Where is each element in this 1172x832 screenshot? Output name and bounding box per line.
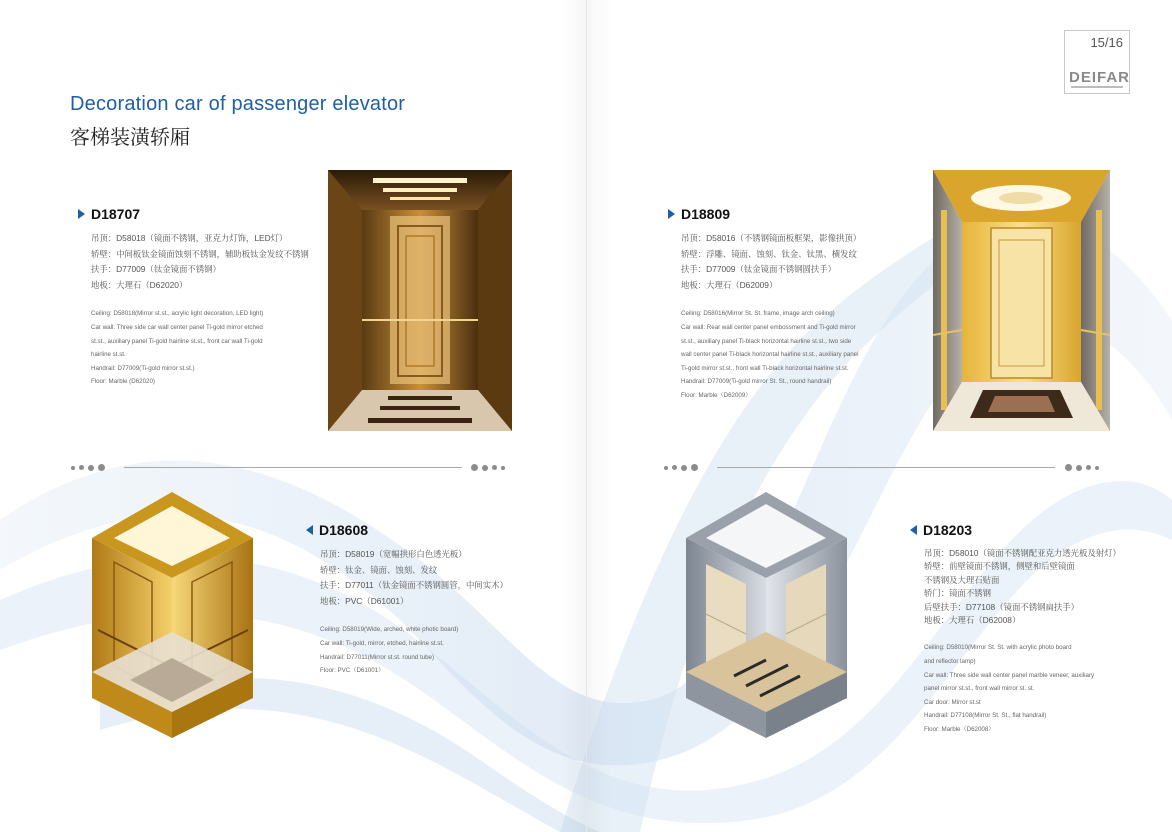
dot: [88, 465, 94, 471]
spec-en-line: Car wall: Ti-gold, mirror, etched, hairline st.st.: [320, 639, 444, 647]
product-block-d18707: [78, 206, 309, 389]
product-code: D18809: [681, 206, 731, 222]
spec-en-line: Car door: Mirror st.st: [924, 698, 981, 706]
spec-cn-line: 地板：PVC（D61001）: [320, 595, 409, 606]
product-block-d18809: [668, 206, 861, 403]
divider-line-left: [124, 467, 462, 468]
dot: [471, 464, 478, 471]
spec-en-line: st.st., auxiliary panel Ti-black horizontal hairline st.st., two side: [681, 337, 852, 345]
spec-en-line: Handrail: D77009(Ti-gold mirror st.st.): [91, 364, 195, 372]
spec-cn-line: 扶手：D77009（钛金镜面不锈钢圆扶手）: [681, 264, 836, 275]
spec-en-line: Floor: Marble（D62008）: [924, 726, 995, 733]
spec-en-line: Handrail: D77011(Mirror st.st. round tube): [320, 653, 435, 661]
product-code-heading: [306, 522, 508, 538]
spec-en: [681, 307, 861, 402]
spec-en-line: Floor: PVC（D61001）: [320, 667, 385, 675]
product-code-heading: [668, 206, 861, 222]
spec-en-line: wall center panel Ti-black horizontal hairline st.st., auxiliary panel: [681, 351, 859, 359]
spec-cn-line: 吊顶：D58016（不锈钢镜面板框架，影像拱顶）: [681, 233, 862, 243]
spec-en-line: Car wall: Three side wall center panel marble veneer, auxiliary: [924, 671, 1095, 679]
spec-en: [924, 641, 1121, 736]
spec-en-line: Car wall: Three side car wall center panel Ti-gold mirror etched: [91, 323, 263, 331]
spec-cn-line: 不锈钢及大理石贴面: [924, 574, 1000, 585]
spec-en-line: hairline st.st.: [91, 351, 126, 359]
page-number-box: [1064, 30, 1130, 94]
dot: [482, 465, 488, 471]
spec-en-line: panel mirror st.st., front wall mirror st. st.: [924, 685, 1035, 693]
dot: [1086, 465, 1091, 470]
spec-cn-line: 轿壁：钛金、镜面、蚀刻、发纹: [320, 564, 438, 575]
spec-cn: [320, 547, 508, 609]
spec-en-line: st.st., auxiliary panel Ti-gold hairline st.st., front car wall Ti-gold: [91, 337, 263, 345]
spec-cn-line: 地板：大理石（D62009）: [681, 279, 778, 290]
brand-logo-underline: [1071, 86, 1123, 88]
divider-line-right: [717, 467, 1055, 468]
spec-cn-line: 地板：大理石（D62008）: [924, 615, 1021, 626]
divider-dots-right-end: [1065, 464, 1099, 471]
divider-dots-right: [664, 464, 698, 471]
dot: [1076, 465, 1082, 471]
spec-en-line: and reflector lamp): [924, 658, 976, 666]
divider-dots-left-end: [471, 464, 505, 471]
spec-cn-line: 扶手：D77009（钛金镜面不锈钢）: [91, 264, 221, 275]
dot: [98, 464, 105, 471]
page-number: 15/16: [1090, 35, 1123, 50]
spec-en-line: Ceiling: D58010(Mirror St. St. with acrylic photo board: [924, 644, 1072, 652]
spec-en-line: Ceiling: D58018(Mirror st.st., acrylic light decoration, LED light): [91, 310, 264, 318]
spec-cn: [681, 231, 861, 293]
product-code: D18707: [91, 206, 141, 222]
elevator-photo-d18707: [328, 170, 512, 431]
dot: [492, 465, 497, 470]
spec-en-line: Handrail: D77009(Ti-gold mirror St. St., round handrail): [681, 378, 832, 386]
page-title-cn: 客梯装潢轿厢: [70, 127, 190, 149]
spec-cn-line: 轿门：镜面不锈钢: [924, 588, 991, 599]
triangle-left-icon: [306, 525, 313, 535]
spec-cn-line: 地板：大理石（D62020）: [91, 279, 188, 290]
product-code-heading: [78, 206, 309, 222]
spec-cn-line: 扶手：D77011（钛金镜面不锈钢圆管，中间实木）: [320, 580, 508, 591]
spec-en-line: Handrail: D77108(Mirror St. St., flat handrail): [924, 712, 1047, 720]
divider-dots-left: [71, 464, 105, 471]
triangle-right-icon: [78, 209, 85, 219]
dot: [71, 466, 75, 470]
spec-cn-line: 后壁扶手：D77108（镜面不锈钢扁扶手）: [924, 601, 1079, 612]
spec-en-line: Floor: Marble（D62009）: [681, 391, 752, 399]
brand-logo: DEIFAR: [1069, 69, 1131, 86]
spec-en-line: Ceiling: D58016(Mirror St. St. frame, image arch ceiling): [681, 310, 835, 318]
page-title-en: Decoration car of passenger elevator: [70, 93, 406, 115]
spec-cn: [91, 231, 309, 293]
spec-cn-line: 轿壁：浮雕、镜面、蚀刻、钛金、钛黑、横发纹: [681, 248, 857, 259]
product-code: D18203: [923, 522, 973, 538]
dot: [672, 465, 677, 470]
spec-en: [320, 623, 508, 677]
spec-en-line: Floor: Marble (D62020): [91, 378, 155, 386]
spec-en-line: Ceiling: D58019(Wide, arched, white photic board): [320, 626, 459, 634]
dot: [681, 465, 687, 471]
spec-cn-line: 轿壁：中间板钛金镜面蚀刻不锈钢，辅助板钛金发纹不锈钢: [91, 248, 309, 259]
spec-cn-line: 吊顶：D58018（镜面不锈钢，亚克力灯饰，LED灯）: [91, 233, 288, 243]
spec-cn-line: 吊顶：D58019（宽幅拱形白色透光板）: [320, 549, 467, 559]
spec-cn: [924, 547, 1121, 627]
spec-cn-line: 吊顶：D58010（镜面不锈钢配亚克力透光板及射灯）: [924, 548, 1121, 558]
product-code-heading: [910, 522, 1121, 538]
elevator-photo-d18203: [684, 490, 849, 740]
triangle-left-icon: [910, 525, 917, 535]
spec-en-line: Ti-gold mirror st.st., front wall Ti-black horizontal hairline st.st.: [681, 364, 849, 372]
spec-en-line: Car wall: Rear wall center panel embossment and Ti-gold mirror: [681, 323, 856, 331]
elevator-photo-d18608: [90, 490, 255, 740]
dot: [691, 464, 698, 471]
dot: [79, 465, 84, 470]
dot: [1065, 464, 1072, 471]
product-code: D18608: [319, 522, 369, 538]
dot: [1095, 466, 1099, 470]
product-block-d18608: [306, 522, 508, 678]
elevator-photo-d18809: [933, 170, 1110, 431]
dot: [501, 466, 505, 470]
page-fold-line: [586, 0, 587, 832]
dot: [664, 466, 668, 470]
spec-en: [91, 307, 309, 389]
product-block-d18203: [910, 522, 1121, 737]
triangle-right-icon: [668, 209, 675, 219]
spec-cn-line: 轿壁：前壁镜面不锈钢，侧壁和后壁镜面: [924, 561, 1075, 572]
